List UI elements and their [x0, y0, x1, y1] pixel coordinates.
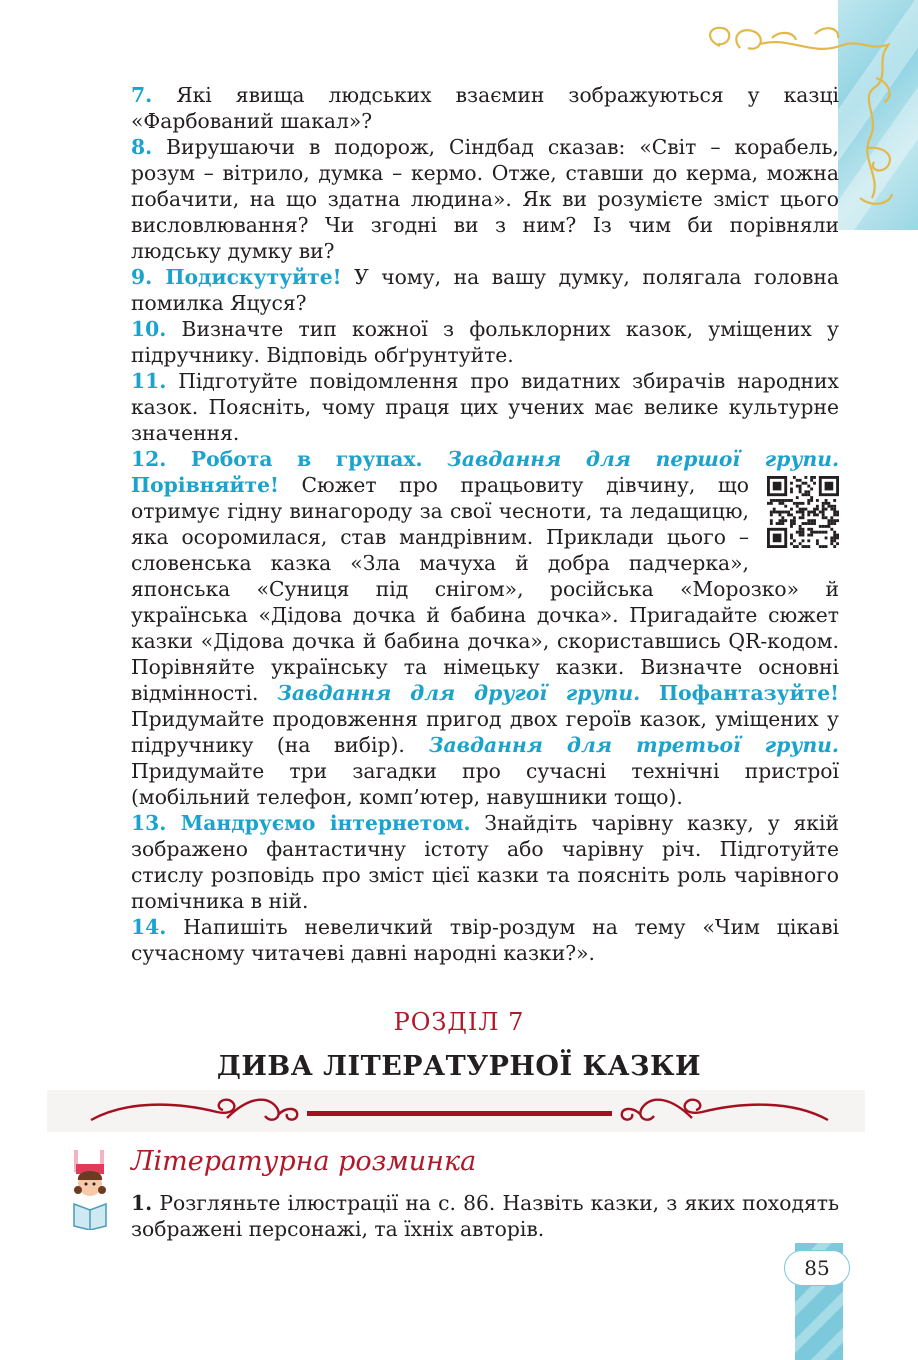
qr-code-icon[interactable] [767, 476, 839, 548]
exercise-11: 11. Підготуйте повідомлення про видатних збирачів народних казок. Поясніть, чому праця цих учених має велике культурне значення. [131, 369, 839, 445]
reading-girl-icon [70, 1150, 114, 1230]
exercise-12: 12. Робота в групах. Завдання для першої групи. Порівняйте! Сюжет про працьовиту дівчину, що отримує гідну винагороду за свої чесноти, та ледащицю, яка осоромилася, став мандрівним. Приклади цього – словенська казка «Зла мачуха й добра падчерка», японська «Суниця під снігом», російська «Морозко» й українська «Дідова дочка й бабина дочка». Пригадайте сюжет казки «Дідова дочка й бабина дочка», скориставшись QR-кодом. Порівняйте українську та німецьку казки. Визначте основні відмінності. Завдання для другої групи. Пофантазуйте! Придумайте продовження пригод двох героїв казок, уміщених у підручнику (на вибір). Завдання для третьої групи. Придумайте три загадки про сучасні технічні пристрої (мобільний телефон, комп’ютер, навушники тощо). [131, 447, 840, 809]
section-label: РОЗДІЛ 7 [393, 1008, 525, 1036]
section-title: ДИВА ЛІТЕРАТУРНОЇ КАЗКИ [216, 1051, 702, 1082]
exercise-10: 10. Визначте тип кожної з фольклорних казок, уміщених у підручнику. Відповідь обґрунтуйте. [131, 317, 839, 367]
warmup-question-1: 1. Розгляньте ілюстрації на с. 86. Назвіть казки, з яких походять зображені персонажі, та їхніх авторів. [131, 1191, 839, 1241]
exercises-block [131, 82, 839, 966]
exercise-7: 7. Які явища людських взаємин зображуються у казці «Фарбований шакал»? [131, 83, 839, 133]
exercise-9: 9. Подискутуйте! У чому, на вашу думку, полягала головна помилка Яцуся? [131, 265, 839, 315]
page-number: 85 [784, 1250, 850, 1286]
exercise-8: 8. Вирушаючи в подорож, Сіндбад сказав: «Світ – корабель, розум – вітрило, думка – кермо. Отже, ставши до керма, можна побачити, на що здатна людина». Як ви розумієте зміст цього висловлювання? Чи згодні ви з ним? Із чим би порівняли людську думку ви? [131, 135, 839, 263]
exercise-13: 13. Мандруємо інтернетом. Знайдіть чарівну казку, у якій зображено фантастичну істоту або чарівну річ. Підготуйте стислу розповідь про зміст цієї казки та поясніть роль чарівного помічника в ній. [131, 811, 839, 913]
exercise-14: 14. Напишіть невеличкий твір-роздум на тему «Чим цікаві сучасному читачеві давні народні казки?». [131, 915, 839, 965]
warmup-title: Літературна розминка [131, 1146, 477, 1177]
section-divider-ornament [87, 1090, 832, 1134]
